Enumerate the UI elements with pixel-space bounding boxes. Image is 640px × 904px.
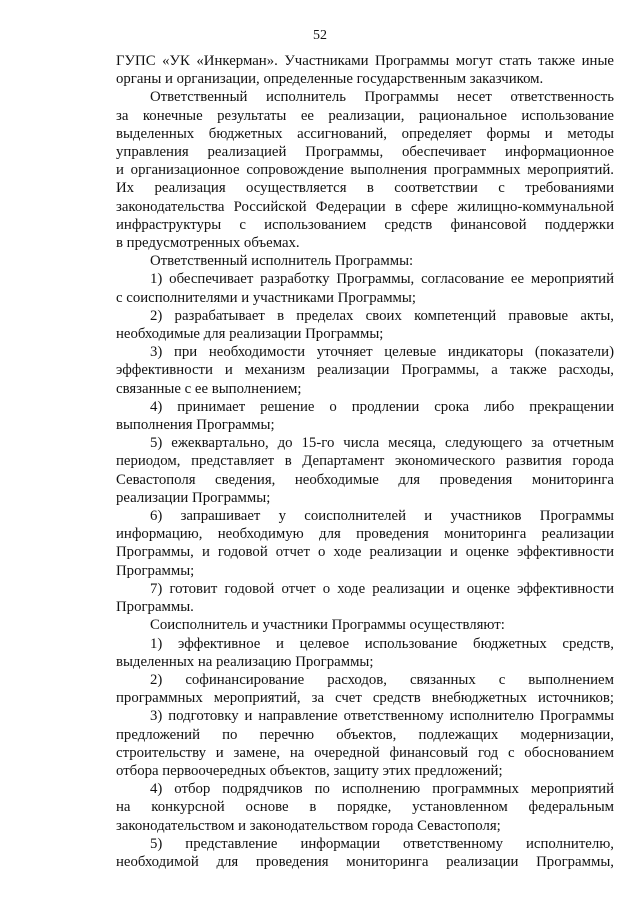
text-line: 4) принимает решение о продлении срока либо прекращении [150,398,614,415]
text-line: органы и организации, определенные государственным заказчиком. [116,71,544,88]
text-line: управления реализацией Программы, обеспечивает информационное [116,144,614,161]
text-line: на конкурсной основе в порядке, установленном федеральным [116,799,614,816]
text-line: 2) софинансирование расходов, связанных с выполнением [150,671,614,688]
text-line: реализации Программы; [116,489,271,506]
text-line: 3) при необходимости уточняет целевые индикаторы (показатели) [150,344,614,361]
text-line: необходимой для проведения мониторинга реализации Программы, [116,853,614,870]
text-line: 5) ежеквартально, до 15-го числа месяца, следующего за отчетным [150,435,614,452]
text-line: необходимые для реализации Программы; [116,326,384,343]
page-number: 52 [313,28,327,43]
text-line: выделенных бюджетных ассигнований, определяет формы и методы [116,125,614,142]
text-line: выполнения Программы; [116,417,275,434]
text-line: 1) обеспечивает разработку Программы, согласование ее мероприятий [150,271,614,288]
text-line: ГУПС «УК «Инкерман». Участниками Программы могут стать также иные [116,53,614,69]
text-line: с соисполнителями и участниками Программы; [116,289,416,306]
text-line: программных мероприятий, за счет средств внебюджетных источников; [116,690,614,707]
body-text [116,52,614,871]
text-line: 5) представление информации ответственному исполнителю, [150,835,614,852]
text-line: Ответственный исполнитель Программы: [150,253,414,270]
text-line: предложений по перечню объектов, подлежащих модернизации, [116,726,614,743]
text-line: 3) подготовку и направление ответственному исполнителю Программы [150,708,614,725]
text-line: Программы; [116,562,195,579]
text-line: Ответственный исполнитель Программы несет ответственность [150,89,614,106]
text-line: 4) отбор подрядчиков по исполнению программных мероприятий [150,781,614,798]
text-line: законодательством и законодательством города Севастополя; [116,817,501,834]
text-line: за конечные результаты ее реализации, рациональное использование [116,107,614,124]
text-line: Программы, и годовой отчет о ходе реализации и оценке эффективности [116,544,614,561]
text-line: инфраструктуры с использованием средств финансовой поддержки [116,216,614,233]
text-line: выделенных на реализацию Программы; [116,653,374,670]
text-line: Севастополя сведения, необходимые для проведения мониторинга [116,471,614,488]
text-line: эффективности и механизм реализации Программы, а также расходы, [116,362,614,379]
text-line: и организационное сопровождение выполнения программных мероприятий. [116,162,614,179]
text-line: связанные с ее выполнением; [116,380,302,397]
text-line: законодательства Российской Федерации в сфере жилищно-коммунальной [116,198,614,215]
text-line: 1) эффективное и целевое использование бюджетных средств, [150,635,614,652]
text-line: Программы. [116,599,194,616]
text-line: Их реализация осуществляется в соответствии с требованиями [116,180,614,197]
text-line: 2) разрабатывает в пределах своих компетенций правовые акты, [150,307,614,324]
text-line: периодом, представляет в Департамент экономического развития города [116,453,614,470]
text-line: строительству и замене, на очередной финансовый год с обоснованием [116,744,614,761]
text-line: отбора первоочередных объектов, защиту этих предложений; [116,762,503,779]
text-line: информацию, необходимую для проведения мониторинга реализации [116,526,614,543]
text-line: в предусмотренных объемах. [116,235,300,252]
text-line: 7) готовит годовой отчет о ходе реализации и оценке эффективности [150,580,614,597]
text-line: 6) запрашивает у соисполнителей и участников Программы [150,508,614,525]
text-line: Соисполнитель и участники Программы осуществляют: [150,617,505,634]
